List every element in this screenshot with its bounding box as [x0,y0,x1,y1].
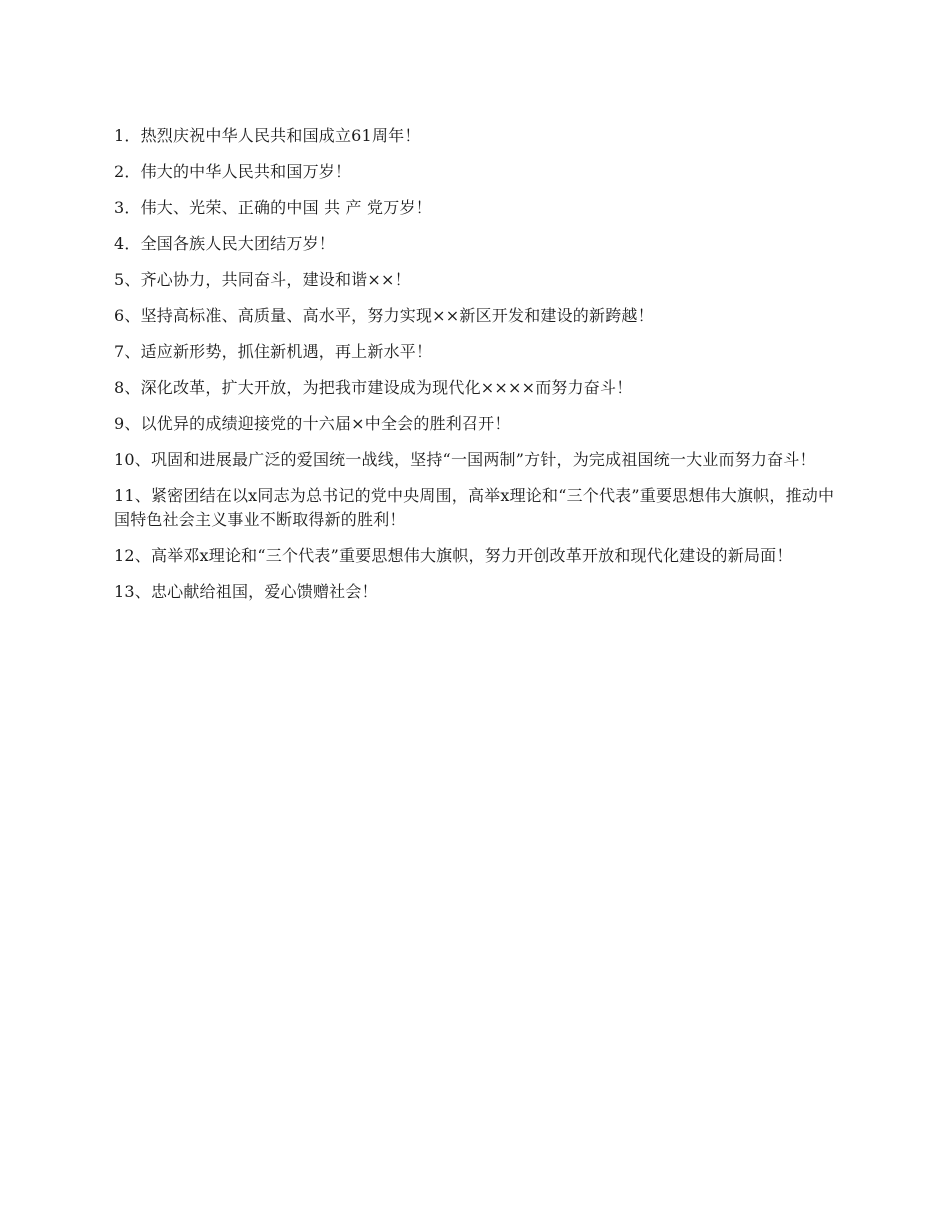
slogan-item-1: 1．热烈庆祝中华人民共和国成立61周年！ [114,126,421,145]
slogan-item-10: 10、巩固和进展最广泛的爱国统一战线，坚持“一国两制”方针，为完成祖国统一大业而努力奋斗！ [114,450,816,469]
slogan-item-8: 8、深化改革，扩大开放，为把我市建设成为现代化××××而努力奋斗！ [114,378,633,397]
slogan-item-3: 3．伟大、光荣、正确的中国 共 产 党万岁！ [114,198,432,217]
slogan-item-11: 11、紧密团结在以x同志为总书记的党中央周围，高举x理论和“三个代表”重要思想伟大旗帜，推动中国特色社会主义事业不断取得新的胜利！ [114,486,835,529]
slogan-list [114,124,840,616]
slogan-item-4: 4．全国各族人民大团结万岁！ [114,234,335,253]
slogan-item-7: 7、适应新形势，抓住新机遇，再上新水平！ [114,342,433,361]
slogan-item-5: 5、齐心协力，共同奋斗，建设和谐××！ [114,270,411,289]
slogan-item-2: 2．伟大的中华人民共和国万岁！ [114,162,352,181]
slogan-item-12: 12、高举邓x理论和“三个代表”重要思想伟大旗帜，努力开创改革开放和现代化建设的新局面！ [114,546,793,565]
slogan-item-6: 6、坚持高标准、高质量、高水平，努力实现××新区开发和建设的新跨越！ [114,306,654,325]
slogan-item-9: 9、以优异的成绩迎接党的十六届×中全会的胜利召开！ [114,414,511,433]
slogan-item-13: 13、忠心献给祖国，爱心馈赠社会！ [114,582,378,601]
